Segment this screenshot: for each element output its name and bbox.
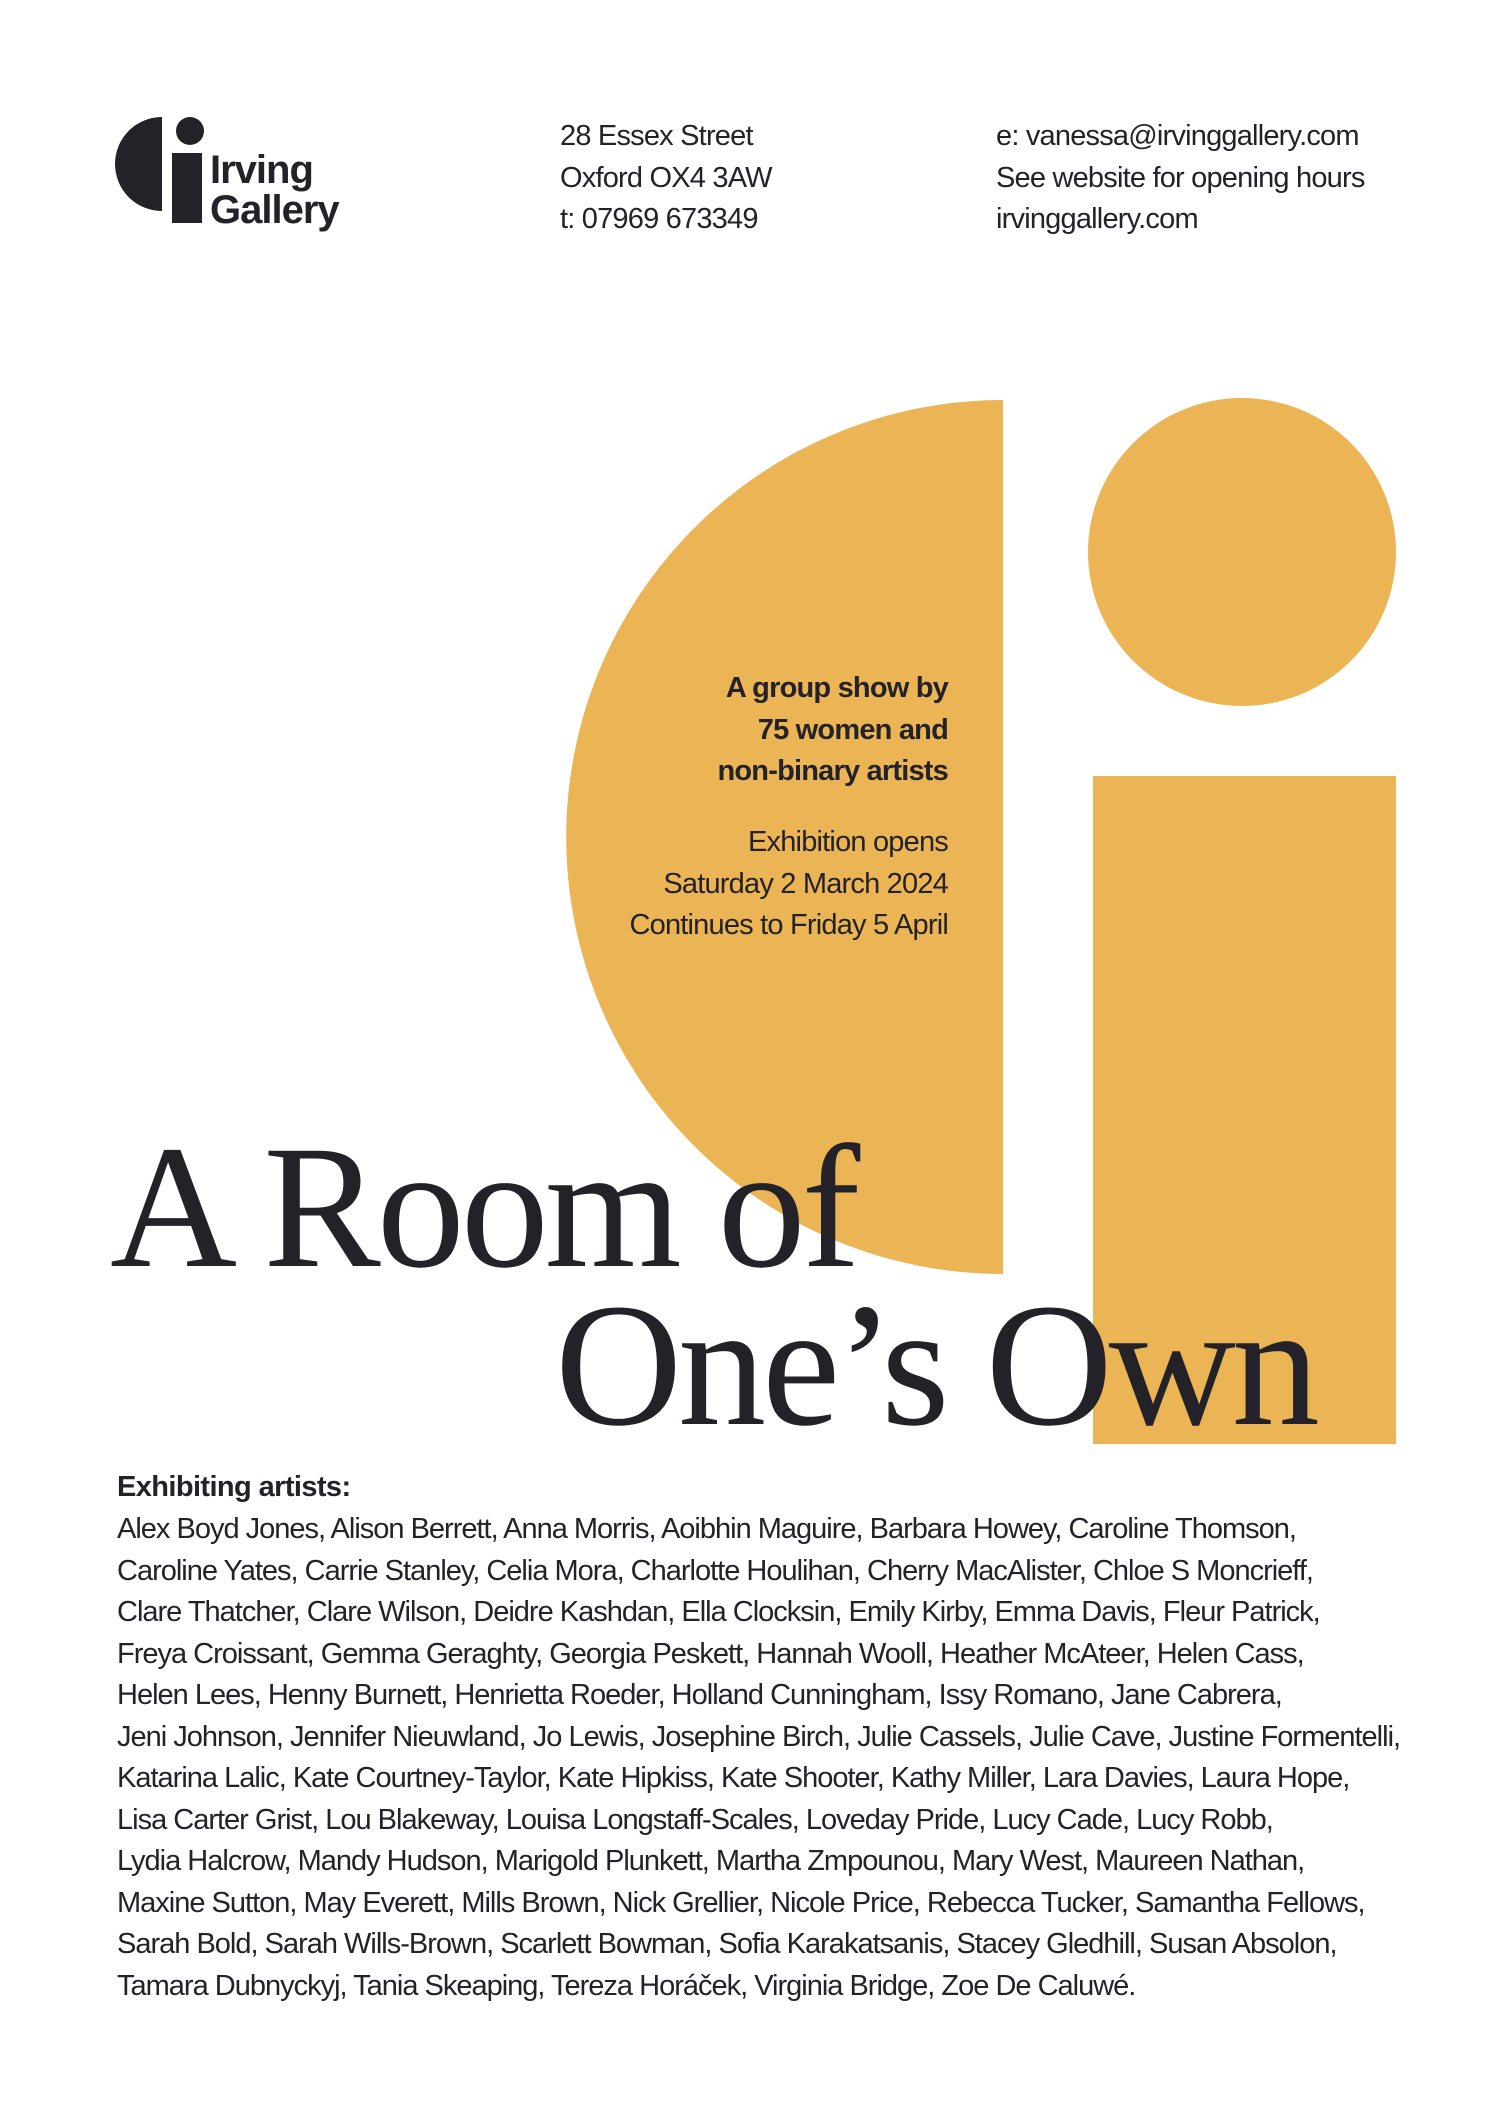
dates-line: Exhibition opens [747, 826, 948, 858]
address-city: Oxford OX4 3AW [560, 161, 772, 194]
blurb-line: 75 women and [757, 713, 948, 746]
blurb-line: A group show by [725, 672, 948, 704]
address-street: 28 Essex Street [560, 120, 753, 152]
artists-line: Helen Lees, Henny Burnett, Henrietta Roeder, Holland Cunningham, Issy Romano, Jane Cabrera, [117, 1679, 1282, 1711]
artists-line: Caroline Yates, Carrie Stanley, Celia Mora, Charlotte Houlihan, Cherry MacAlister, Chloe S Moncrieff, [117, 1554, 1313, 1587]
opening-hours-note: See website for opening hours [996, 161, 1365, 194]
exhibition-title-line2: One’s Own [555, 1268, 1316, 1463]
gallery-logo-text [210, 150, 339, 230]
artists-line: Lisa Carter Grist, Lou Blakeway, Louisa Longstaff-Scales, Loveday Pride, Lucy Cade, Lucy Robb, [117, 1803, 1273, 1836]
dates-line: Continues to Friday 5 April [629, 909, 948, 941]
contact-web-block [996, 116, 1365, 241]
logo-line2: Gallery [210, 188, 339, 232]
artists-line: Lydia Halcrow, Mandy Hudson, Marigold Plunkett, Martha Zmpounou, Mary West, Maureen Nathan, [117, 1845, 1305, 1877]
artists-line: Jeni Johnson, Jennifer Nieuwland, Jo Lewis, Josephine Birch, Julie Cassels, Julie Cave, Justine Formentelli, [117, 1720, 1401, 1753]
dates-line: Saturday 2 March 2024 [663, 867, 948, 900]
email-address: e: vanessa@irvinggallery.com [996, 120, 1359, 152]
dot-circle-shape [1088, 398, 1396, 706]
contact-address-block [560, 116, 772, 241]
artists-list [117, 1509, 1417, 2007]
gallery-logo-icon [115, 117, 215, 225]
blurb-line: non-binary artists [717, 755, 948, 787]
artists-line: Freya Croissant, Gemma Geraghty, Georgia Peskett, Hannah Wooll, Heather McAteer, Helen Cass, [117, 1637, 1304, 1670]
artists-line: Maxine Sutton, May Everett, Mills Brown, Nick Grellier, Nicole Price, Rebecca Tucker, Samantha Fellows, [117, 1886, 1365, 1919]
logo-line1: Irving [210, 148, 313, 192]
phone-number: t: 07969 673349 [560, 203, 758, 235]
group-show-blurb [717, 668, 948, 793]
exhibition-title-line1: A Room of [110, 1110, 857, 1305]
artists-line: Sarah Bold, Sarah Wills-Brown, Scarlett Bowman, Sofia Karakatsanis, Stacey Gledhill, Susan Absolon, [117, 1928, 1337, 1960]
artists-line: Tamara Dubnyckyj, Tania Skeaping, Tereza Horáček, Virginia Bridge, Zoe De Caluwé. [117, 1969, 1136, 2002]
artists-heading: Exhibiting artists: [117, 1471, 351, 1503]
artists-line: Clare Thatcher, Clare Wilson, Deidre Kashdan, Ella Clocksin, Emily Kirby, Emma Davis, Fleur Patrick, [117, 1596, 1320, 1628]
website-url: irvinggallery.com [996, 203, 1198, 235]
artists-line: Katarina Lalic, Kate Courtney-Taylor, Kate Hipkiss, Kate Shooter, Kathy Miller, Lara Davies, Laura Hope, [117, 1762, 1350, 1794]
exhibition-dates [629, 822, 948, 947]
artists-line: Alex Boyd Jones, Alison Berrett, Anna Morris, Aoibhin Maguire, Barbara Howey, Caroline Thomson, [117, 1513, 1296, 1545]
